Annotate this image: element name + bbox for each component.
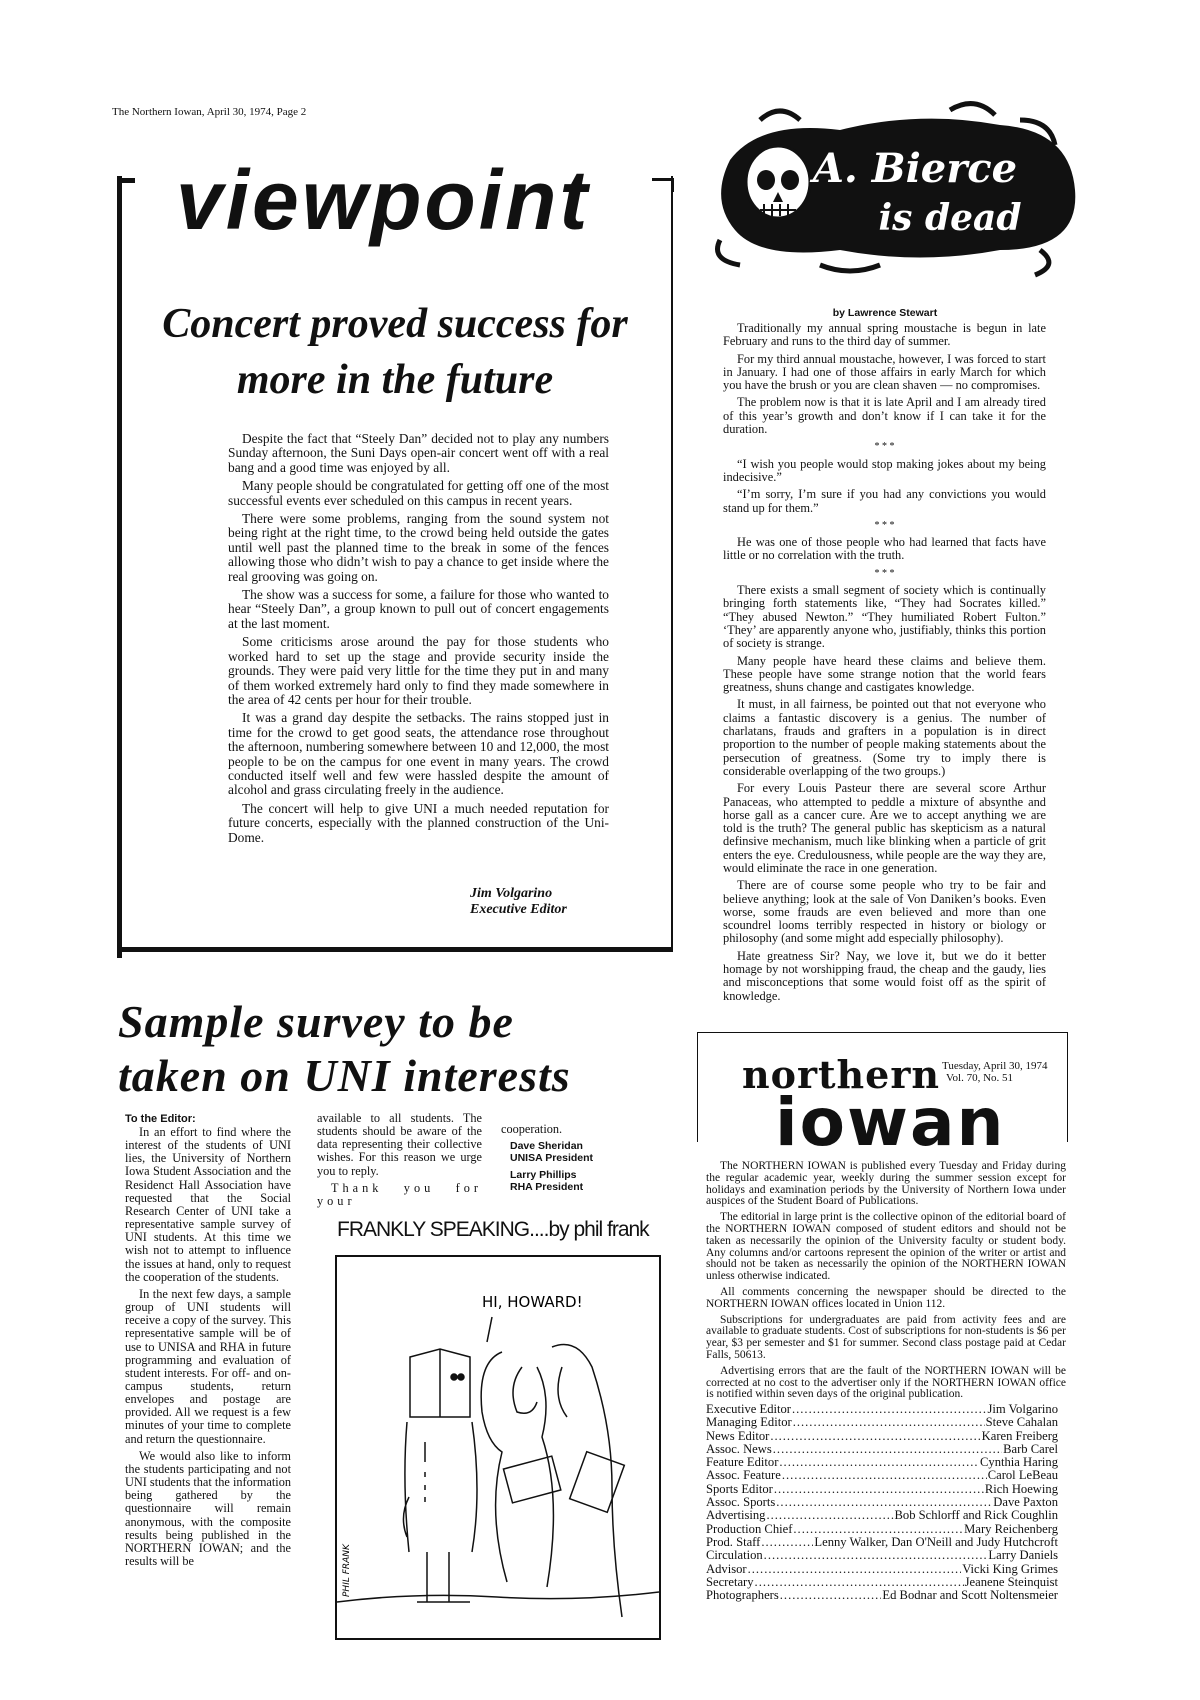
staff-role: Advertising — [706, 1509, 766, 1523]
staff-role: News Editor — [706, 1429, 770, 1443]
publication-info — [706, 1161, 1066, 1405]
women-figures — [481, 1345, 624, 1618]
logo-text-2: is dead — [878, 197, 1022, 239]
dot-leader — [776, 1496, 992, 1509]
editorial-signature — [470, 886, 567, 918]
staff-role: Assoc. Feature — [706, 1469, 781, 1483]
paragraph: The NORTHERN IOWAN is published every Tuesday and Friday during the regular academic year, weekly during the summer session except for holidays and examination periods by the University of Northern Iowa under auspices of the Student Board of Publications. — [706, 1160, 1066, 1208]
letter-signatures — [501, 1122, 621, 1193]
dot-leader — [792, 1403, 986, 1416]
staff-row — [706, 1443, 1058, 1456]
staff-list — [706, 1403, 1058, 1602]
staff-role: Circulation — [706, 1549, 763, 1563]
masthead-dateline — [942, 1060, 1048, 1084]
staff-name: Bob Schlorff and Rick Coughlin — [894, 1509, 1058, 1523]
paragraph: It was a grand day despite the setbacks. The rains stopped just in time for the crowd to get good seats, the attendance rose throughout the afternoon, numbering somewhere between 10 and 12,000, the most people to be on the campus for one event in many years. The crowd conducted itself well and few were hassled despite the amount of alcohol and grass circulating freely in the audience. — [228, 710, 609, 798]
staff-name: Barb Carel — [1003, 1442, 1058, 1456]
signer-title: RHA President — [510, 1181, 584, 1193]
paragraph: Hate greatness Sir? Nay, we love it, but we do it better homage by not worshipping fraud, the cheap and the gaudy, lies and misconceptions that some would foist off as the spirit of knowledge. — [723, 948, 1046, 1003]
dot-leader — [779, 1456, 979, 1469]
staff-name: Ed Bodnar and Scott Noltensmeier — [882, 1589, 1058, 1603]
staff-role: Advisor — [706, 1562, 747, 1576]
staff-name: Mary Reichenberg — [964, 1522, 1058, 1536]
dot-leader — [748, 1563, 962, 1576]
staff-row — [706, 1509, 1058, 1522]
paragraph: There exists a small segment of society which is continually bringing forth statements like, “They had Socrates killed.” “They abused Newton.” “They humiliated Robert Fulton.” ‘They’ are apparently anyone who, justifiably, thinks this portion of society is strange. — [723, 583, 1046, 651]
paragraph: Many people should be congratulated for getting off one of the most successful events ever scheduled on this campus in recent years. — [228, 478, 609, 508]
staff-row — [706, 1403, 1058, 1416]
paragraph: Thank you for your — [317, 1180, 482, 1208]
staff-role: Photographers — [706, 1589, 779, 1603]
paragraph: We would also like to inform the students participating and not UNI students that the information being gathered by the questionnaire will remain anonymous, with the composite results being published in the NORTHERN IOWAN; and the results will be — [125, 1448, 291, 1568]
byline: by Lawrence Stewart — [832, 307, 938, 319]
letter-column-2 — [317, 1112, 482, 1208]
staff-row — [706, 1416, 1058, 1429]
staff-row — [706, 1589, 1058, 1602]
staff-name: Rich Hoewing — [984, 1482, 1058, 1496]
separator: * * * — [874, 567, 895, 579]
staff-name: Jim Volgarino — [987, 1403, 1058, 1416]
staff-role: Feature Editor — [706, 1456, 779, 1470]
section-title: viewpoint — [170, 150, 596, 250]
paragraph: available to all students. The students should be aware of the data representing their collective wishes. For this reason we urge you to reply. — [317, 1111, 482, 1178]
paragraph: The show was a success for some, a failure for those who wanted to hear “Steely Dan”, a group known to pull out of concert engagements at the last moment. — [228, 587, 609, 631]
dot-leader — [793, 1523, 963, 1536]
staff-name: Karen Freiberg — [981, 1429, 1058, 1443]
staff-row — [706, 1483, 1058, 1496]
staff-row — [706, 1563, 1058, 1576]
dot-leader — [774, 1483, 984, 1496]
signer-title: UNISA President — [510, 1152, 594, 1164]
dot-leader — [780, 1589, 882, 1602]
paragraph: cooperation. — [501, 1122, 563, 1136]
staff-row — [706, 1576, 1058, 1589]
box-left-rule — [117, 178, 122, 958]
staff-row — [706, 1496, 1058, 1509]
staff-role: Assoc. Sports — [706, 1496, 776, 1510]
staff-name: Cynthia Haring — [980, 1456, 1058, 1470]
paragraph: He was one of those people who had learned that facts have little or no correlation with the truth. — [723, 535, 1046, 563]
author-name: Jim Volgarino — [470, 886, 553, 901]
box-corner-right — [652, 178, 674, 192]
letter-column-1 — [125, 1126, 291, 1572]
paragraph: In the next few days, a sample group of UNI students will receive a copy of the survey. This representative sample will be of use to UNISA and RHA in future programming and evaluation of student interests. For off- and on-campus students, return envelopes and postage are provided. All we request is a few minutes of your time to complete and return the questionnaire. — [125, 1286, 291, 1446]
staff-role: Sports Editor — [706, 1482, 773, 1496]
issue-date: Tuesday, April 30, 1974 — [942, 1060, 1048, 1072]
staff-role: Prod. Staff — [706, 1535, 761, 1549]
bag-head-figure — [403, 1349, 477, 1602]
issue-volume: Vol. 70, No. 51 — [946, 1072, 1014, 1084]
separator: * * * — [874, 519, 895, 531]
paragraph: Despite the fact that “Steely Dan” decided not to play any numbers Sunday afternoon, the Suni Days open-air concert went off with a real bang and a good time was enjoyed by all. — [228, 431, 609, 475]
paragraph: The editorial in large print is the collective opinon of the editorial board of the NORTHERN IOWAN composed of student editors and should not be taken as necessarily the opinion of the University faculty or student body. Any columns and/or cartoons represent the opinion of the writer or artist and should not be taken as necessarily the opinion of the NORTHERN IOWAN unless otherwise indicated. — [706, 1211, 1066, 1283]
dot-leader — [770, 1430, 980, 1443]
paragraph: In an effort to find where the interest of the students of UNI lies, the University of Northern Iowa Student Association and the Residenct Hall Association have requested that the Social Research Center of UNI take a representative sample survey of UNI students. At this time we wish not to attempt to influence the issues at hand, only to request the cooperation of the students. — [125, 1125, 291, 1284]
logo-text-1: A. Bierce — [812, 145, 1018, 192]
staff-name: Steve Cahalan — [985, 1416, 1058, 1430]
dot-leader — [782, 1469, 987, 1482]
paragraph: “I wish you people would stop making jokes about my being indecisive.” — [723, 456, 1046, 484]
page-folio: The Northern Iowan, April 30, 1974, Page 2 — [112, 106, 307, 118]
masthead-name-2: iowan — [775, 1084, 1006, 1161]
staff-row — [706, 1430, 1058, 1443]
dot-leader — [761, 1536, 813, 1549]
column-logo — [700, 100, 1085, 280]
staff-role: Secretary — [706, 1575, 754, 1589]
paragraph: For every Louis Pasteur there are several score Arthur Panaceas, who attempted to peddle a mixture of absynthe and horse gall as a cancer cure. Are we to accept anything we are told is the truth? The general public has skepticism as a natural definsive mechanism, much like blinking when a particle of grit enters the eye. Credulousness, while people are the way they are, would eliminate the race in one generation. — [723, 781, 1046, 875]
author-title: Executive Editor — [470, 902, 567, 917]
staff-row — [706, 1456, 1058, 1469]
dot-leader — [764, 1549, 988, 1562]
paragraph: The problem now is that it is late April and I am already tired of this year’s growth and don’t know if I can take it for the duration. — [723, 395, 1046, 437]
editorial-headline: Concert proved success for more in the future — [162, 301, 628, 403]
paragraph: For my third annual moustache, however, I was forced to start in January. I had one of those affairs in early March for which you have the brush or you are clean shaven — no compromises. — [723, 351, 1046, 393]
paragraph: “I’m sorry, I’m sure if you had any convictions you would stand up for them.” — [723, 487, 1046, 515]
staff-name: Carol LeBeau — [987, 1469, 1058, 1483]
staff-role: Executive Editor — [706, 1403, 791, 1416]
paragraph: All comments concerning the newspaper should be directed to the NORTHERN IOWAN offices located in Union 112. — [706, 1285, 1066, 1310]
paragraph: Advertising errors that are the fault of the NORTHERN IOWAN will be corrected at no cost to the advertiser only if the NORTHERN IOWAN office is notified within seven days of the original publication. — [706, 1364, 1066, 1401]
column-body — [723, 322, 1046, 1007]
staff-row — [706, 1523, 1058, 1536]
staff-name: Vicki King Grimes — [962, 1562, 1058, 1576]
comic-panel — [335, 1255, 661, 1640]
staff-row — [706, 1536, 1058, 1549]
staff-row — [706, 1549, 1058, 1562]
signer-name: Dave Sheridan — [510, 1140, 583, 1152]
paragraph: It must, in all fairness, be pointed out that not everyone who claims a fantastic discovery is a genius. The number of charlatans, frauds and grafters in a population is in direct proportion to the number of people making statements about the persecution of greatness. (Some try to imply there is considerable overlapping of the two groups.) — [723, 697, 1046, 778]
skull-icon — [746, 146, 810, 218]
staff-role: Production Chief — [706, 1522, 793, 1536]
dot-leader — [755, 1576, 964, 1589]
paragraph: Subscriptions for undergraduates are paid from activity fees and are available to graduate students. Cost of subscriptions for non-students is $6 per year, $3 per semester and $1 for summer. Second class postage paid at Cedar Falls, 50613. — [706, 1313, 1066, 1361]
speech-text: HI, HOWARD! — [482, 1293, 583, 1311]
dot-leader — [766, 1509, 893, 1522]
comic-drawing — [337, 1257, 659, 1638]
separator: * * * — [874, 441, 895, 453]
paragraph: Many people have heard these claims and believe them. These people have some strange notion that the world fears greatness, shuns change and castigates knowledge. — [723, 653, 1046, 695]
signer-name: Larry Phillips — [510, 1169, 577, 1181]
dot-leader — [773, 1443, 1002, 1456]
editorial-body — [228, 432, 609, 849]
staff-role: Managing Editor — [706, 1416, 792, 1430]
dot-leader — [793, 1416, 985, 1429]
letter-salutation: To the Editor: — [125, 1113, 196, 1125]
staff-name: Lenny Walker, Dan O'Neill and Judy Hutchcroft — [814, 1535, 1058, 1549]
paragraph: There were some problems, ranging from the sound system not being right at the right time, to the crowd being held outside the gates until well past the planned time to the break in some of the fences allowing those who didn’t wish to pay a chance to get inside where the real grooving was going on. — [228, 511, 609, 584]
staff-name: Larry Daniels — [988, 1549, 1058, 1563]
staff-role: Assoc. News — [706, 1442, 772, 1456]
comic-title: FRANKLY SPEAKING....by phil frank — [337, 1218, 649, 1241]
staff-name: Dave Paxton — [993, 1496, 1058, 1510]
paragraph: Traditionally my annual spring moustache is begun in late February and runs to the third day of summer. — [723, 321, 1046, 349]
masthead-name-1: northern — [742, 1052, 940, 1097]
artist-signature: PHIL FRANK — [342, 1544, 352, 1597]
paragraph: The concert will help to give UNI a much needed reputation for future concerts, especially with the planned construction of the Uni-Dome. — [228, 800, 609, 845]
paragraph: Some criticisms arose around the pay for those students who worked hard to set up the stage and provide security inside the grounds. They were paid very little for the time they put in and many of them worked extremely hard only to find they made somewhere in the area of 42 cents per hour for their trouble. — [228, 634, 609, 707]
paragraph: There are of course some people who try to be fair and believe anything; look at the sale of Von Daniken’s books. Even worse, some frauds are even believed and more than one scoundrel looms terribly respected in history or biology or philosophy (and some might add especially philosophy). — [723, 878, 1046, 946]
letter-headline: Sample survey to be taken on UNI interests — [118, 996, 571, 1101]
staff-name: Jeanene Steinquist — [964, 1575, 1058, 1589]
staff-row — [706, 1469, 1058, 1482]
